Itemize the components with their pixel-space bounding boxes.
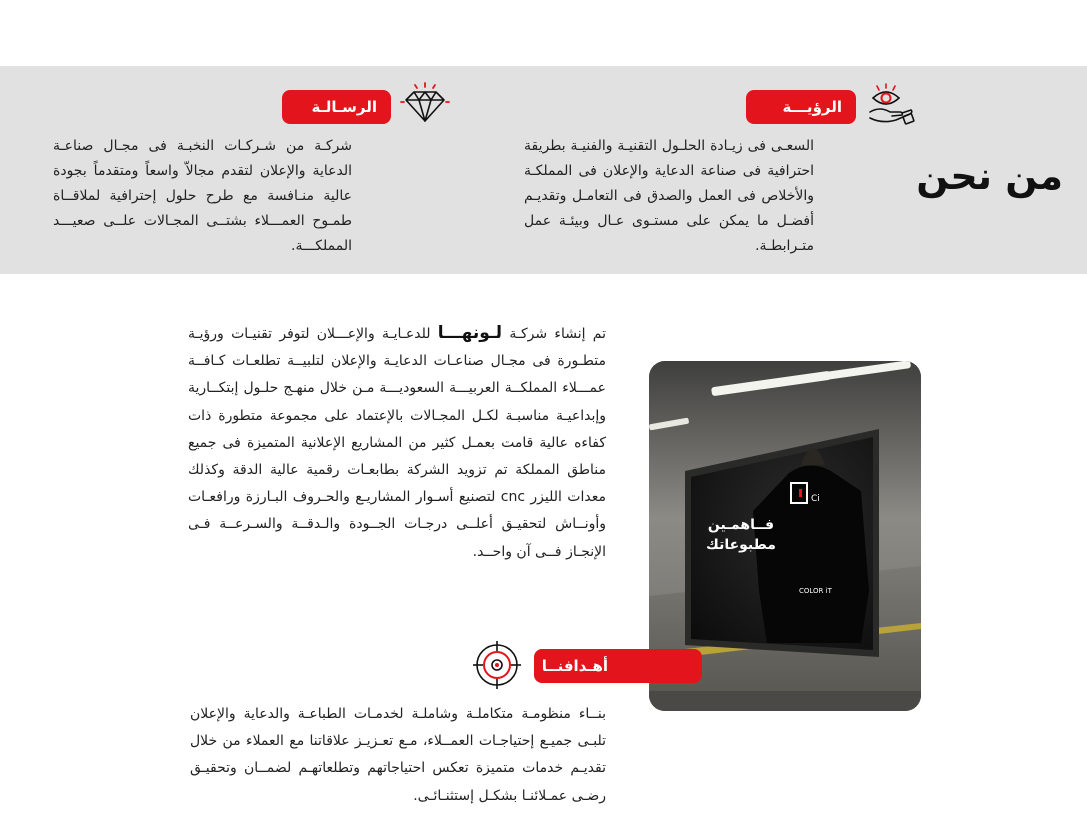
about-title: من نحن — [916, 154, 1063, 198]
intro-text — [188, 320, 606, 566]
billboard-shirt-text: COLOR iT — [799, 587, 832, 595]
vision-title: الرؤيـــة — [782, 98, 842, 116]
brand-name: لـونهـــا — [437, 323, 503, 343]
billboard-headline-2: مطبوعاتك — [706, 537, 776, 553]
mission-title-pill — [282, 90, 391, 124]
billboard-headline-1: فــاهمـين — [707, 517, 775, 533]
intro-before: تم إنشاء شركـة — [509, 326, 607, 342]
eye-hand-icon — [866, 82, 916, 126]
vision-title-pill — [746, 90, 856, 124]
mission-text: شركـة من شـركـات النخبـة فى مجـال صناعـة الدعاية والإعلان لتقدم مجالاّ واسعاً ومتقدماً بجودة عالية منـافسة مع طرح حلول إحترافية لملاقــاة طمـوح العمـــلاء بشتــى المجـالات علــى صعيـــد المملكـــة. — [53, 138, 352, 254]
mission-title: الرسـالـة — [311, 98, 377, 116]
intro-after: للدعـايـة والإعـــلان لتوفر تقنيـات ورؤيـة متطـورة فى مجـال صناعـات الدعايـة والإعلان لتلبيــة تطلعـات كـافــة عمـــلاء المملكــة العربيـــة السعوديـــة مـن خلال منهـج حلـول إبتكــارية وإبداعيـة مناسبـة لكـل المجـالات بالإعتماد على مجموعة متطورة ذات كفاءه عالية قامت بعمـل كثير من المشاريع الإعلانية المتميزة فى جميع مناطق المملكة تم تزويد الشركة بطابعـات رقمية عالية الدقة وكذلك معدات الليزر cnc لتصنيع أسـوار المشاريـع والحـروف البـارزة ورافعـات وأونــاش لتحقيـق أعلــى درجـات الجــودة والـدقــة والسـرعــة فـى الإنجـاز فــى آن واحــد. — [188, 326, 606, 560]
goals-title: أهـدافنــا — [541, 657, 608, 675]
goals-text: بنــاء منظومـة متكاملـة وشاملـة لخدمـات الطباعـة والدعاية والإعلان تلبـى جميـع إحتياجـات العمــلاء، مـع تعـزيـز علاقاتنا مع العملاء من خلال تقديـم خدمات متميزة تعكس احتياجاتهم وتطلعاتهـم لضمــان وتحقيـق رضـى عمـلائنـا بشكـل إستثنـائـى. — [190, 706, 606, 804]
target-icon — [472, 640, 522, 690]
billboard-logo-mark: Ci — [811, 494, 820, 504]
diamond-icon — [400, 82, 450, 124]
goals-title-pill — [534, 649, 702, 683]
vision-text: السعـى فى زيـادة الحلـول التقنيـة والفنيـة بطريقة احترافية فى صناعة الدعاية والإعلان فى المملكـة والأخلاص فى العمل والصدق فى التعامـل وتقديـم أفضـل ما يمكن على مستـوى عـال وبيئـة عمل متـرابطـة. — [524, 138, 814, 254]
